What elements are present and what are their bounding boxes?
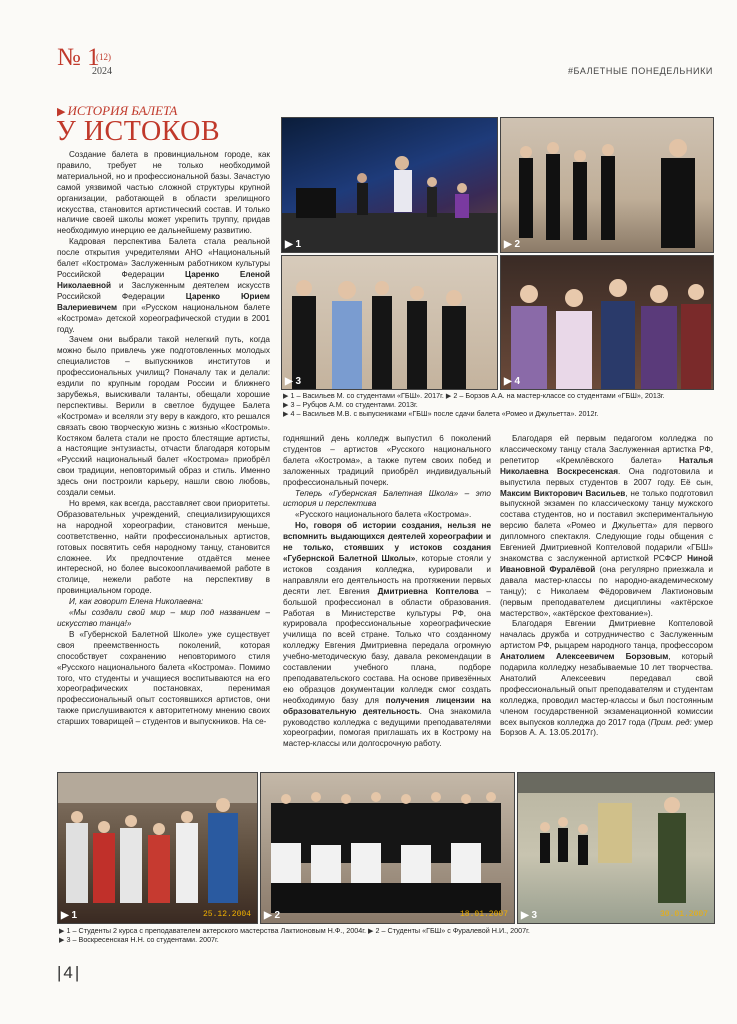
issue-number: № 1 [57, 44, 100, 71]
photo-bottom-2 [260, 772, 515, 924]
photo-number: ▶ 1 [285, 239, 302, 250]
photo-date-stamp: 25.12.2004 [202, 910, 251, 919]
paragraph: Кадровая перспектива Балета стала реальной после открытия учредителями АНО «Национальный балет «Кострома» Заслуженным работником культуры Российской Федерации Царенко Еленой Николаевной и Заслуженным деятелем искусств Российской Федерации Царенко Юрием Валериевичем при «Русском национальном балете «Кострома» детской хореографической студии в 2001 году. [57, 237, 270, 334]
article-column-2 [283, 434, 491, 756]
ballet-class-illustration [518, 773, 714, 923]
group-photo-illustration [261, 773, 514, 923]
photo-number: ▶ 2 [264, 910, 281, 921]
photo-bottom-3 [517, 772, 715, 924]
section-rubric: #БАЛЕТНЫЕ ПОНЕДЕЛЬНИКИ [567, 66, 713, 76]
paragraph: Но время, как всегда, расставляет свои приоритеты. Образовательных учреждений, специализирующихся на народной хореографии, становится меньше, соответственно, найти профессиональных артистов, готовых посвятить себя народному танцу, становится сложнее. Их предпочтение отдаётся менее интересной, но более высокооплачиваемой работе в столице, нежели работе на перспективу в провинциальном городе. [57, 499, 270, 596]
kicker-text: ИСТОРИЯ БАЛЕТА [67, 103, 178, 118]
rehearsal-scene-illustration [501, 118, 713, 252]
issue-subnumber: (12) [96, 52, 111, 62]
paragraph: Благодаря Евгении Дмитриевне Коптеловой началась дружба и сотрудничество с Заслуженным артистом РФ, рыцарем народного танца, профессором Анатолием Алексеевичем Борзовым, который подарила колледжу незабываемые 10 лет творчества. Анатолий Алексеевич передавал свой профессиональный опыт преподавателям и студентам колледжа, проводил мастер-классы и был постоянным членом государственной экзаменационной комиссии всех выпусков колледжа до 2017 года (Прим. ред: умер Борзов А. А. 13.05.2017г). [500, 619, 713, 738]
bottom-photo-captions [59, 926, 709, 944]
photo-number: ▶ 2 [504, 239, 521, 250]
article-column-3 [500, 434, 713, 756]
photo-top-1 [281, 117, 498, 253]
caption-line: ▶ 4 – Васильев М.В. с выпускниками «ГБШ» после сдачи балета «Ромео и Джульетта». 2012г. [283, 409, 599, 418]
caption-line: ▶ 1 – Васильев М. со студентами «ГБШ». 2017г. ▶ 2 – Борзов А.А. на мастер-классе со студентами «ГБШ», 2013г. [283, 391, 665, 400]
issue-year: 2024 [92, 66, 112, 77]
stage-scene-illustration [282, 118, 497, 252]
caption-line: ▶ 1 – Студенты 2 курса с преподавателем актерского мастерства Лактионовым Н.Ф., 2004г. ▶ 2 – Студенты «ГБШ» с Фуралевой Н.И., 2007г. [59, 926, 530, 935]
photo-number: ▶ 1 [61, 910, 78, 921]
photo-number: ▶ 3 [285, 376, 302, 387]
paragraph: Благодаря ей первым педагогом колледжа по классическому танцу стала Заслуженная артистка РФ, репетитор «Кремлёвского балета» Наталья Николаевна Воскресенская. Она подготовила и выпустила первых студентов в 2007 году. Её сын, Максим Викторович Васильев, не только подготовил выпускной экзамен по классическому танцу мужского состава студентов, но и поставил экспериментальную версию балета «Ромео и Джульетта» для первого дипломного спектакля. Следующие годы общения с Евгенией Дмитриевной Коптеловой подарили «ГБШ» знакомства с заслуженной артисткой РСФСР Ниной Ивановной Фуралёвой (она регулярно приезжала и давала мастер-классы по народно-академическому танцу); с Николаем Фёдоровичем Лактионовым (первым преподавателем дисциплины «актёрское мастерство», «актёрское фехтование»). [500, 434, 713, 618]
photo-top-2 [500, 117, 714, 253]
paragraph: Но, говоря об истории создания, нельзя не вспомнить выдающихся деятелей хореографии и не только, стоявших у истоков создания «Губернской Балетной Школы», которые стояли у истоков создания колледжа, курировали и направляли его деятельность на протяжении первых десяти лет. Евгения Дмитриевна Коптелова – большой профессионал в области образования. Работая в Министерстве культуры РФ, она курировала профессиональные хореографические училища по всей стране. Только что созданному колледжу Евгения Дмитриевна передала огромную учебно-методическую базу, давала рекомендации в составлении учебного плана, подборе преподавательского состава. На основе привезённых ею образцов документации колледж смог создать необходимую базу для получения лицензии на образовательную деятельность. Она знакомила руководство колледжа с ведущими преподавателями хореографии, помогая приглашать их в Кострому на мастер-классы или долгосрочную работу. [283, 521, 491, 749]
photo-top-4 [500, 255, 714, 390]
paragraph: Теперь «Губернская Балетная Школа» – это история и перспектива [283, 488, 491, 509]
costumed-students-illustration [58, 773, 257, 923]
paragraph: Создание балета в провинциальном городе, как правило, требует не только необходимой материальной, но и профессиональной базы. Зачастую самой уязвимой частью сложной структуры крупной организации, работающей в области зрелищного искусства, становится артистический состав. И только наличие своей школы может укрепить труппу, придав необходимую инерцию ее дальнейшему развитию. [57, 150, 270, 236]
graduates-costumes-illustration [501, 256, 713, 389]
students-group-illustration [282, 256, 497, 389]
triangle-marker-icon: ▶ [57, 106, 66, 118]
photo-date-stamp: 30.01.2007 [659, 910, 708, 919]
top-photo-captions [283, 391, 713, 418]
article-headline: У ИСТОКОВ [56, 116, 221, 147]
caption-line: ▶ 3 – Рубцов А.М. со студентами. 2013г. [283, 400, 418, 409]
page-number: |4| [57, 963, 82, 982]
photo-date-stamp: 18.01.2007 [459, 910, 508, 919]
photo-number: ▶ 3 [521, 910, 538, 921]
caption-line: ▶ 3 – Воскресенская Н.Н. со студентами. 2007г. [59, 935, 219, 944]
article-column-1 [57, 150, 270, 753]
photo-bottom-1 [57, 772, 258, 924]
paragraph: В «Губернской Балетной Школе» уже существует своя преемственность поколений, которая способствует сохранению неповторимого стиля «Русского национального балета «Кострома». Помимо того, что студенты и учащиеся воспитываются на его хореографических постановках, перенимая профессиональный опыт состоявшихся артистов, они также прислушиваются к авторитетному мнению своих старших товарищей – студентов и выпускников. На се- [57, 629, 270, 727]
paragraph: «Русского национального балета «Кострома». [295, 510, 472, 520]
photo-top-3 [281, 255, 498, 390]
paragraph: Зачем они выбрали такой нелегкий путь, когда можно было привлечь уже подготовленных молодых специалистов – выпускников институтов и профессиональных училищ? Поначалу так и делали: ездили по крупным городам России и ближнего зарубежья, выискивали таланты, обещали хорошие перспективы. Верили в светлое будущее Балета «Кострома» и вселяли эту веру в каждого, кто решался связать свою творческую жизнь с жизнью «Костромы». Костяком балета стали не просто блестящие артисты, а настоящие энтузиасты, отчасти благодаря которым «Русский национальный балет «Кострома» приобрёл свои традиции, неповторимый образ и стиль. Именно здесь они построили карьеру, нашли свою любовь, создали семьи. [57, 335, 270, 498]
quote: «Мы создали свой мир – мир под названием – искусство танца!» [57, 608, 270, 628]
paragraph: И, как говорит Елена Николаевна: [69, 597, 204, 607]
paragraph: годняшний день колледж выпустил 6 поколений студентов – артистов «Русского национального балета «Кострома», а также путем своих побед и заложенных традиций приобрёл индивидуальный профессиональный почерк. [283, 434, 491, 487]
photo-number: ▶ 4 [504, 376, 521, 387]
